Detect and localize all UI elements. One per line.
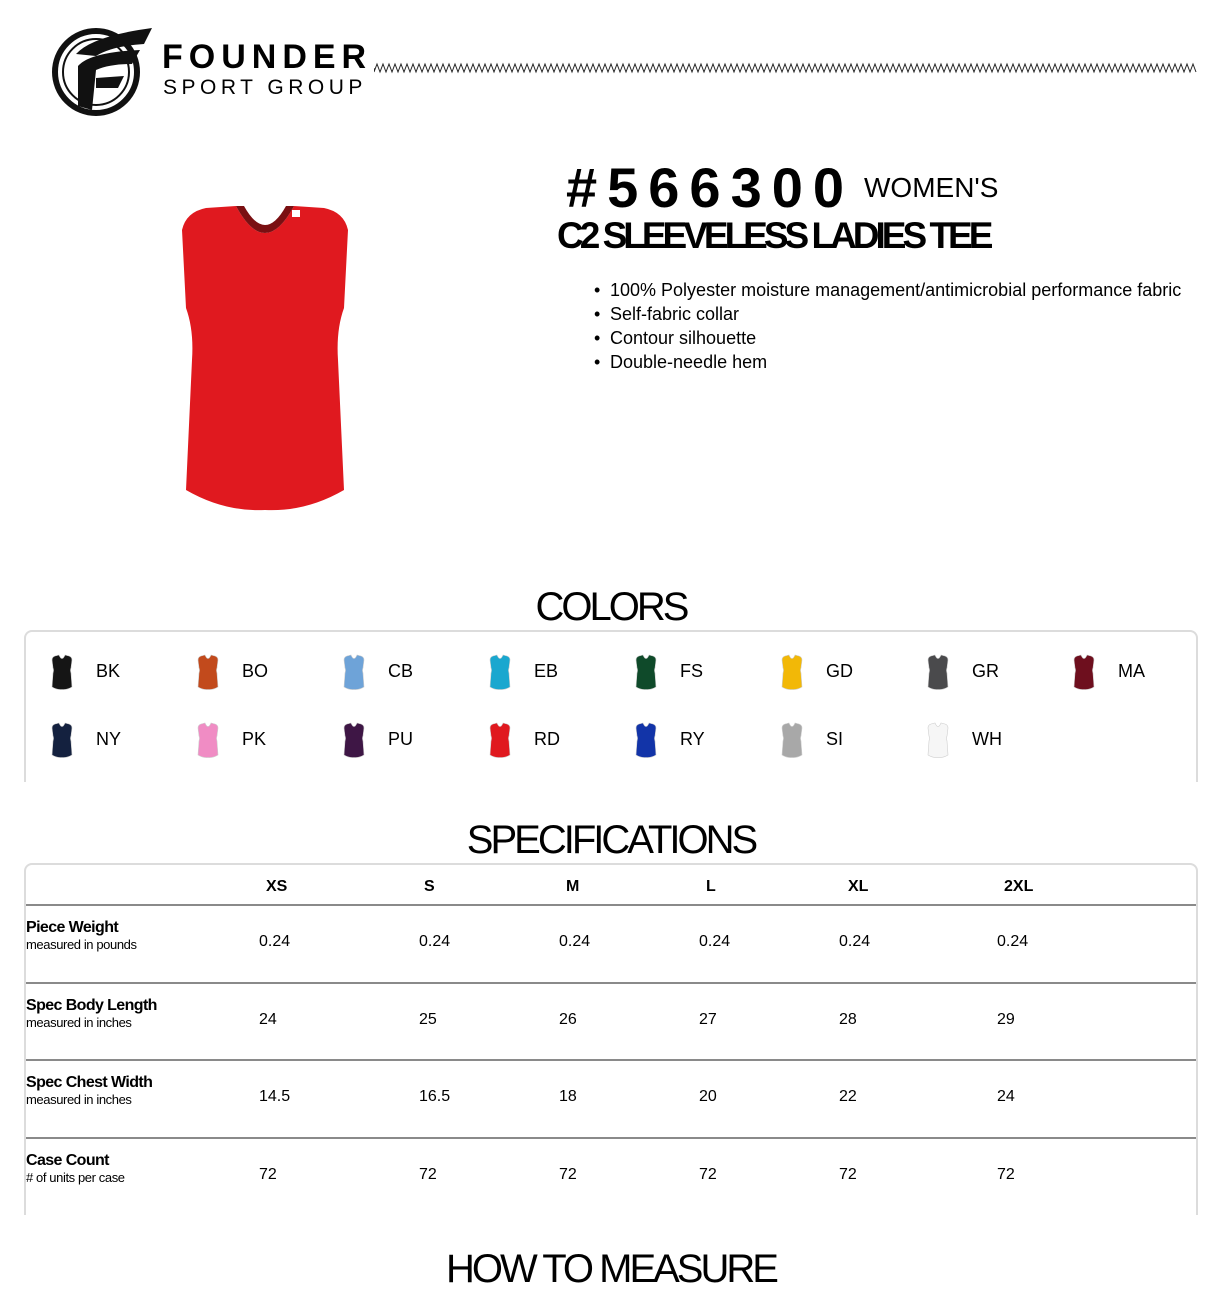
bullet-icon: • bbox=[594, 304, 601, 324]
spec-unit: measured in inches bbox=[26, 1015, 132, 1030]
specifications-table bbox=[24, 863, 1198, 1215]
tank-top-icon bbox=[488, 722, 512, 758]
color-code: FS bbox=[680, 661, 704, 681]
color-code: BO bbox=[242, 661, 269, 681]
tank-top-icon bbox=[780, 722, 804, 758]
color-code: RD bbox=[534, 729, 560, 749]
spec-name: Spec Chest Width bbox=[26, 1074, 153, 1091]
spec-value: 72 bbox=[699, 1166, 717, 1183]
color-swatch-gr[interactable] bbox=[914, 652, 1054, 692]
color-swatch-gd[interactable] bbox=[768, 652, 908, 692]
spec-value: 0.24 bbox=[997, 933, 1029, 950]
feature-list bbox=[594, 278, 1181, 374]
feature-text: Double-needle hem bbox=[610, 352, 768, 372]
size-header-l: L bbox=[706, 878, 716, 895]
spec-value: 29 bbox=[997, 1011, 1015, 1028]
spec-value: 0.24 bbox=[699, 933, 731, 950]
size-header-xs: XS bbox=[266, 878, 288, 895]
feature-text: Contour silhouette bbox=[610, 328, 757, 348]
color-code: GR bbox=[972, 661, 999, 681]
color-swatch-rd[interactable] bbox=[476, 720, 616, 760]
colors-section-title: COLORS bbox=[535, 585, 687, 629]
colors-panel bbox=[24, 630, 1198, 782]
feature-text: 100% Polyester moisture management/antimicrobial performance fabric bbox=[610, 280, 1182, 300]
color-swatch-si[interactable] bbox=[768, 720, 908, 760]
size-header-xl: XL bbox=[848, 878, 869, 895]
color-code: GD bbox=[826, 661, 853, 681]
size-header-2xl: 2XL bbox=[1004, 878, 1034, 895]
color-swatch-bo[interactable] bbox=[184, 652, 324, 692]
feature-item bbox=[594, 326, 1181, 350]
color-swatch-ny[interactable] bbox=[38, 720, 178, 760]
feature-item bbox=[594, 278, 1181, 302]
tank-top-icon bbox=[926, 654, 950, 690]
header-zigzag-divider bbox=[374, 62, 1198, 74]
row-divider bbox=[26, 1137, 1196, 1139]
spec-value: 72 bbox=[997, 1166, 1015, 1183]
spec-value: 72 bbox=[259, 1166, 277, 1183]
spec-row-label bbox=[26, 919, 226, 953]
spec-value: 20 bbox=[699, 1088, 717, 1105]
color-code: SI bbox=[826, 729, 844, 749]
spec-name: Piece Weight bbox=[26, 919, 119, 936]
tank-top-icon bbox=[926, 722, 950, 758]
spec-row-label bbox=[26, 1074, 226, 1108]
product-gender: WOMEN'S bbox=[864, 172, 999, 203]
spec-value: 16.5 bbox=[419, 1088, 451, 1105]
product-number: #566300 bbox=[566, 156, 855, 219]
tank-top-icon bbox=[634, 722, 658, 758]
spec-value: 72 bbox=[559, 1166, 577, 1183]
tank-top-icon bbox=[488, 654, 512, 690]
founder-logo-icon bbox=[52, 22, 158, 118]
tank-top-icon bbox=[634, 654, 658, 690]
spec-value: 0.24 bbox=[259, 933, 291, 950]
tank-top-icon bbox=[342, 654, 366, 690]
color-code: PU bbox=[388, 729, 414, 749]
size-header-s: S bbox=[424, 878, 435, 895]
color-code: CB bbox=[388, 661, 414, 681]
row-divider bbox=[26, 904, 1196, 906]
spec-value: 72 bbox=[839, 1166, 857, 1183]
spec-unit: measured in inches bbox=[26, 1092, 132, 1107]
spec-value: 24 bbox=[997, 1088, 1015, 1105]
color-code: MA bbox=[1118, 661, 1145, 681]
spec-value: 0.24 bbox=[559, 933, 591, 950]
brand-subtitle: SPORT GROUP bbox=[163, 76, 367, 99]
color-swatch-pu[interactable] bbox=[330, 720, 470, 760]
color-swatch-ma[interactable] bbox=[1060, 652, 1200, 692]
feature-item bbox=[594, 302, 1181, 326]
spec-value: 14.5 bbox=[259, 1088, 291, 1105]
spec-value: 18 bbox=[559, 1088, 577, 1105]
specifications-section-title: SPECIFICATIONS bbox=[466, 818, 756, 862]
tank-top-icon bbox=[1072, 654, 1096, 690]
spec-value: 22 bbox=[839, 1088, 857, 1105]
color-swatch-wh[interactable] bbox=[914, 720, 1054, 760]
tank-top-icon bbox=[50, 654, 74, 690]
spec-value: 24 bbox=[259, 1011, 277, 1028]
tank-top-icon bbox=[342, 722, 366, 758]
tank-top-icon bbox=[780, 654, 804, 690]
spec-value: 25 bbox=[419, 1011, 437, 1028]
spec-value: 27 bbox=[699, 1011, 717, 1028]
spec-row-label bbox=[26, 1152, 226, 1186]
color-swatch-pk[interactable] bbox=[184, 720, 324, 760]
color-swatch-bk[interactable] bbox=[38, 652, 178, 692]
bullet-icon: • bbox=[594, 352, 601, 372]
color-code: PK bbox=[242, 729, 267, 749]
size-header-m: M bbox=[566, 878, 580, 895]
spec-unit: measured in pounds bbox=[26, 937, 137, 952]
feature-text: Self-fabric collar bbox=[610, 304, 740, 324]
spec-value: 26 bbox=[559, 1011, 577, 1028]
row-divider bbox=[26, 1059, 1196, 1061]
feature-item bbox=[594, 350, 1181, 374]
color-code: NY bbox=[96, 729, 122, 749]
product-garment-image bbox=[176, 200, 354, 516]
tank-top-icon bbox=[50, 722, 74, 758]
spec-value: 28 bbox=[839, 1011, 857, 1028]
spec-value: 0.24 bbox=[419, 933, 451, 950]
brand-name: FOUNDER bbox=[162, 38, 373, 76]
color-code: RY bbox=[680, 729, 705, 749]
color-swatch-eb[interactable] bbox=[476, 652, 616, 692]
tank-top-icon bbox=[196, 654, 220, 690]
color-swatch-ry[interactable] bbox=[622, 720, 762, 760]
color-swatch-cb[interactable] bbox=[330, 652, 470, 692]
spec-name: Spec Body Length bbox=[26, 997, 157, 1014]
spec-unit: # of units per case bbox=[26, 1170, 125, 1185]
bullet-icon: • bbox=[594, 328, 601, 348]
row-divider bbox=[26, 982, 1196, 984]
color-swatch-fs[interactable] bbox=[622, 652, 762, 692]
bullet-icon: • bbox=[594, 280, 601, 300]
how-to-measure-title: HOW TO MEASURE bbox=[446, 1247, 776, 1291]
color-code: BK bbox=[96, 661, 121, 681]
color-code: WH bbox=[972, 729, 1002, 749]
spec-value: 72 bbox=[419, 1166, 437, 1183]
spec-value: 0.24 bbox=[839, 933, 871, 950]
tank-top-icon bbox=[196, 722, 220, 758]
color-code: EB bbox=[534, 661, 559, 681]
product-name: C2 SLEEVELESS LADIES TEE bbox=[557, 215, 990, 256]
spec-row-label bbox=[26, 997, 226, 1031]
spec-name: Case Count bbox=[26, 1152, 109, 1169]
